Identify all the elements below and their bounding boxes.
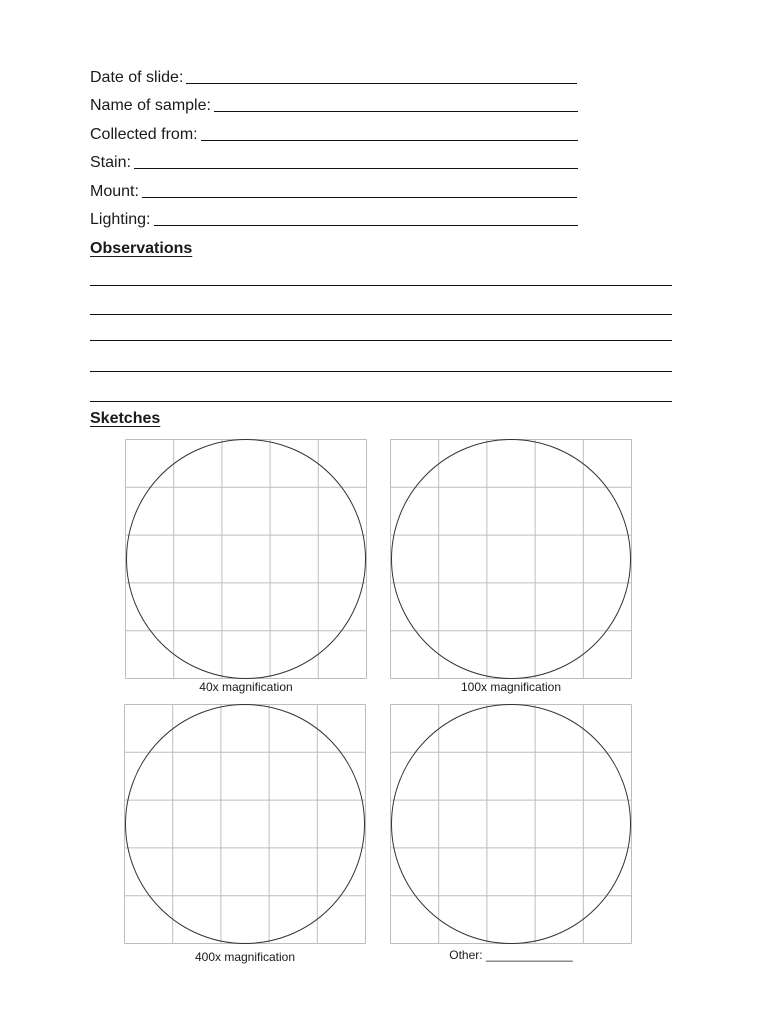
sketch-grid xyxy=(125,439,367,679)
name-of-sample-input-line[interactable] xyxy=(214,110,578,112)
mount-label: Mount: xyxy=(90,183,139,200)
sketch-field-100x[interactable] xyxy=(390,439,632,679)
lighting-label: Lighting: xyxy=(90,211,151,228)
observation-line-5[interactable] xyxy=(90,401,672,402)
sketch-field-other[interactable] xyxy=(390,704,632,944)
sketch-grid xyxy=(124,704,366,944)
observations-heading: Observations xyxy=(90,240,193,257)
mount-input-line[interactable] xyxy=(142,196,577,198)
collected-from-input-line[interactable] xyxy=(201,139,578,141)
name-of-sample-label: Name of sample: xyxy=(90,97,211,114)
date-of-slide-input-line[interactable] xyxy=(186,82,577,84)
field-of-view-circle xyxy=(392,440,631,679)
caption-40x: 40x magnification xyxy=(199,680,293,694)
date-of-slide-field[interactable] xyxy=(90,63,577,87)
field-of-view-circle xyxy=(127,440,366,679)
stain-input-line[interactable] xyxy=(134,167,578,169)
sketches-heading: Sketches xyxy=(90,410,161,427)
lighting-field[interactable] xyxy=(90,205,578,229)
sketch-grid xyxy=(390,439,632,679)
collected-from-label: Collected from: xyxy=(90,126,198,143)
sketch-field-40x[interactable] xyxy=(125,439,367,679)
caption-100x: 100x magnification xyxy=(460,680,562,694)
collected-from-field[interactable] xyxy=(90,120,578,144)
lighting-input-line[interactable] xyxy=(154,224,579,226)
sketch-grid xyxy=(390,704,632,944)
observation-line-4[interactable] xyxy=(90,371,672,372)
stain-label: Stain: xyxy=(90,154,131,171)
caption-400x: 400x magnification xyxy=(194,950,296,964)
name-of-sample-field[interactable] xyxy=(90,91,578,115)
stain-field[interactable] xyxy=(90,148,578,172)
mount-field[interactable] xyxy=(90,177,577,201)
sketch-field-400x[interactable] xyxy=(124,704,366,944)
field-of-view-circle xyxy=(392,705,631,944)
field-of-view-circle xyxy=(126,705,365,944)
observation-line-3[interactable] xyxy=(90,340,672,341)
caption-other: Other: _____________ xyxy=(449,948,573,962)
observation-line-1[interactable] xyxy=(90,285,672,286)
date-of-slide-label: Date of slide: xyxy=(90,69,184,86)
observation-line-2[interactable] xyxy=(90,314,672,315)
